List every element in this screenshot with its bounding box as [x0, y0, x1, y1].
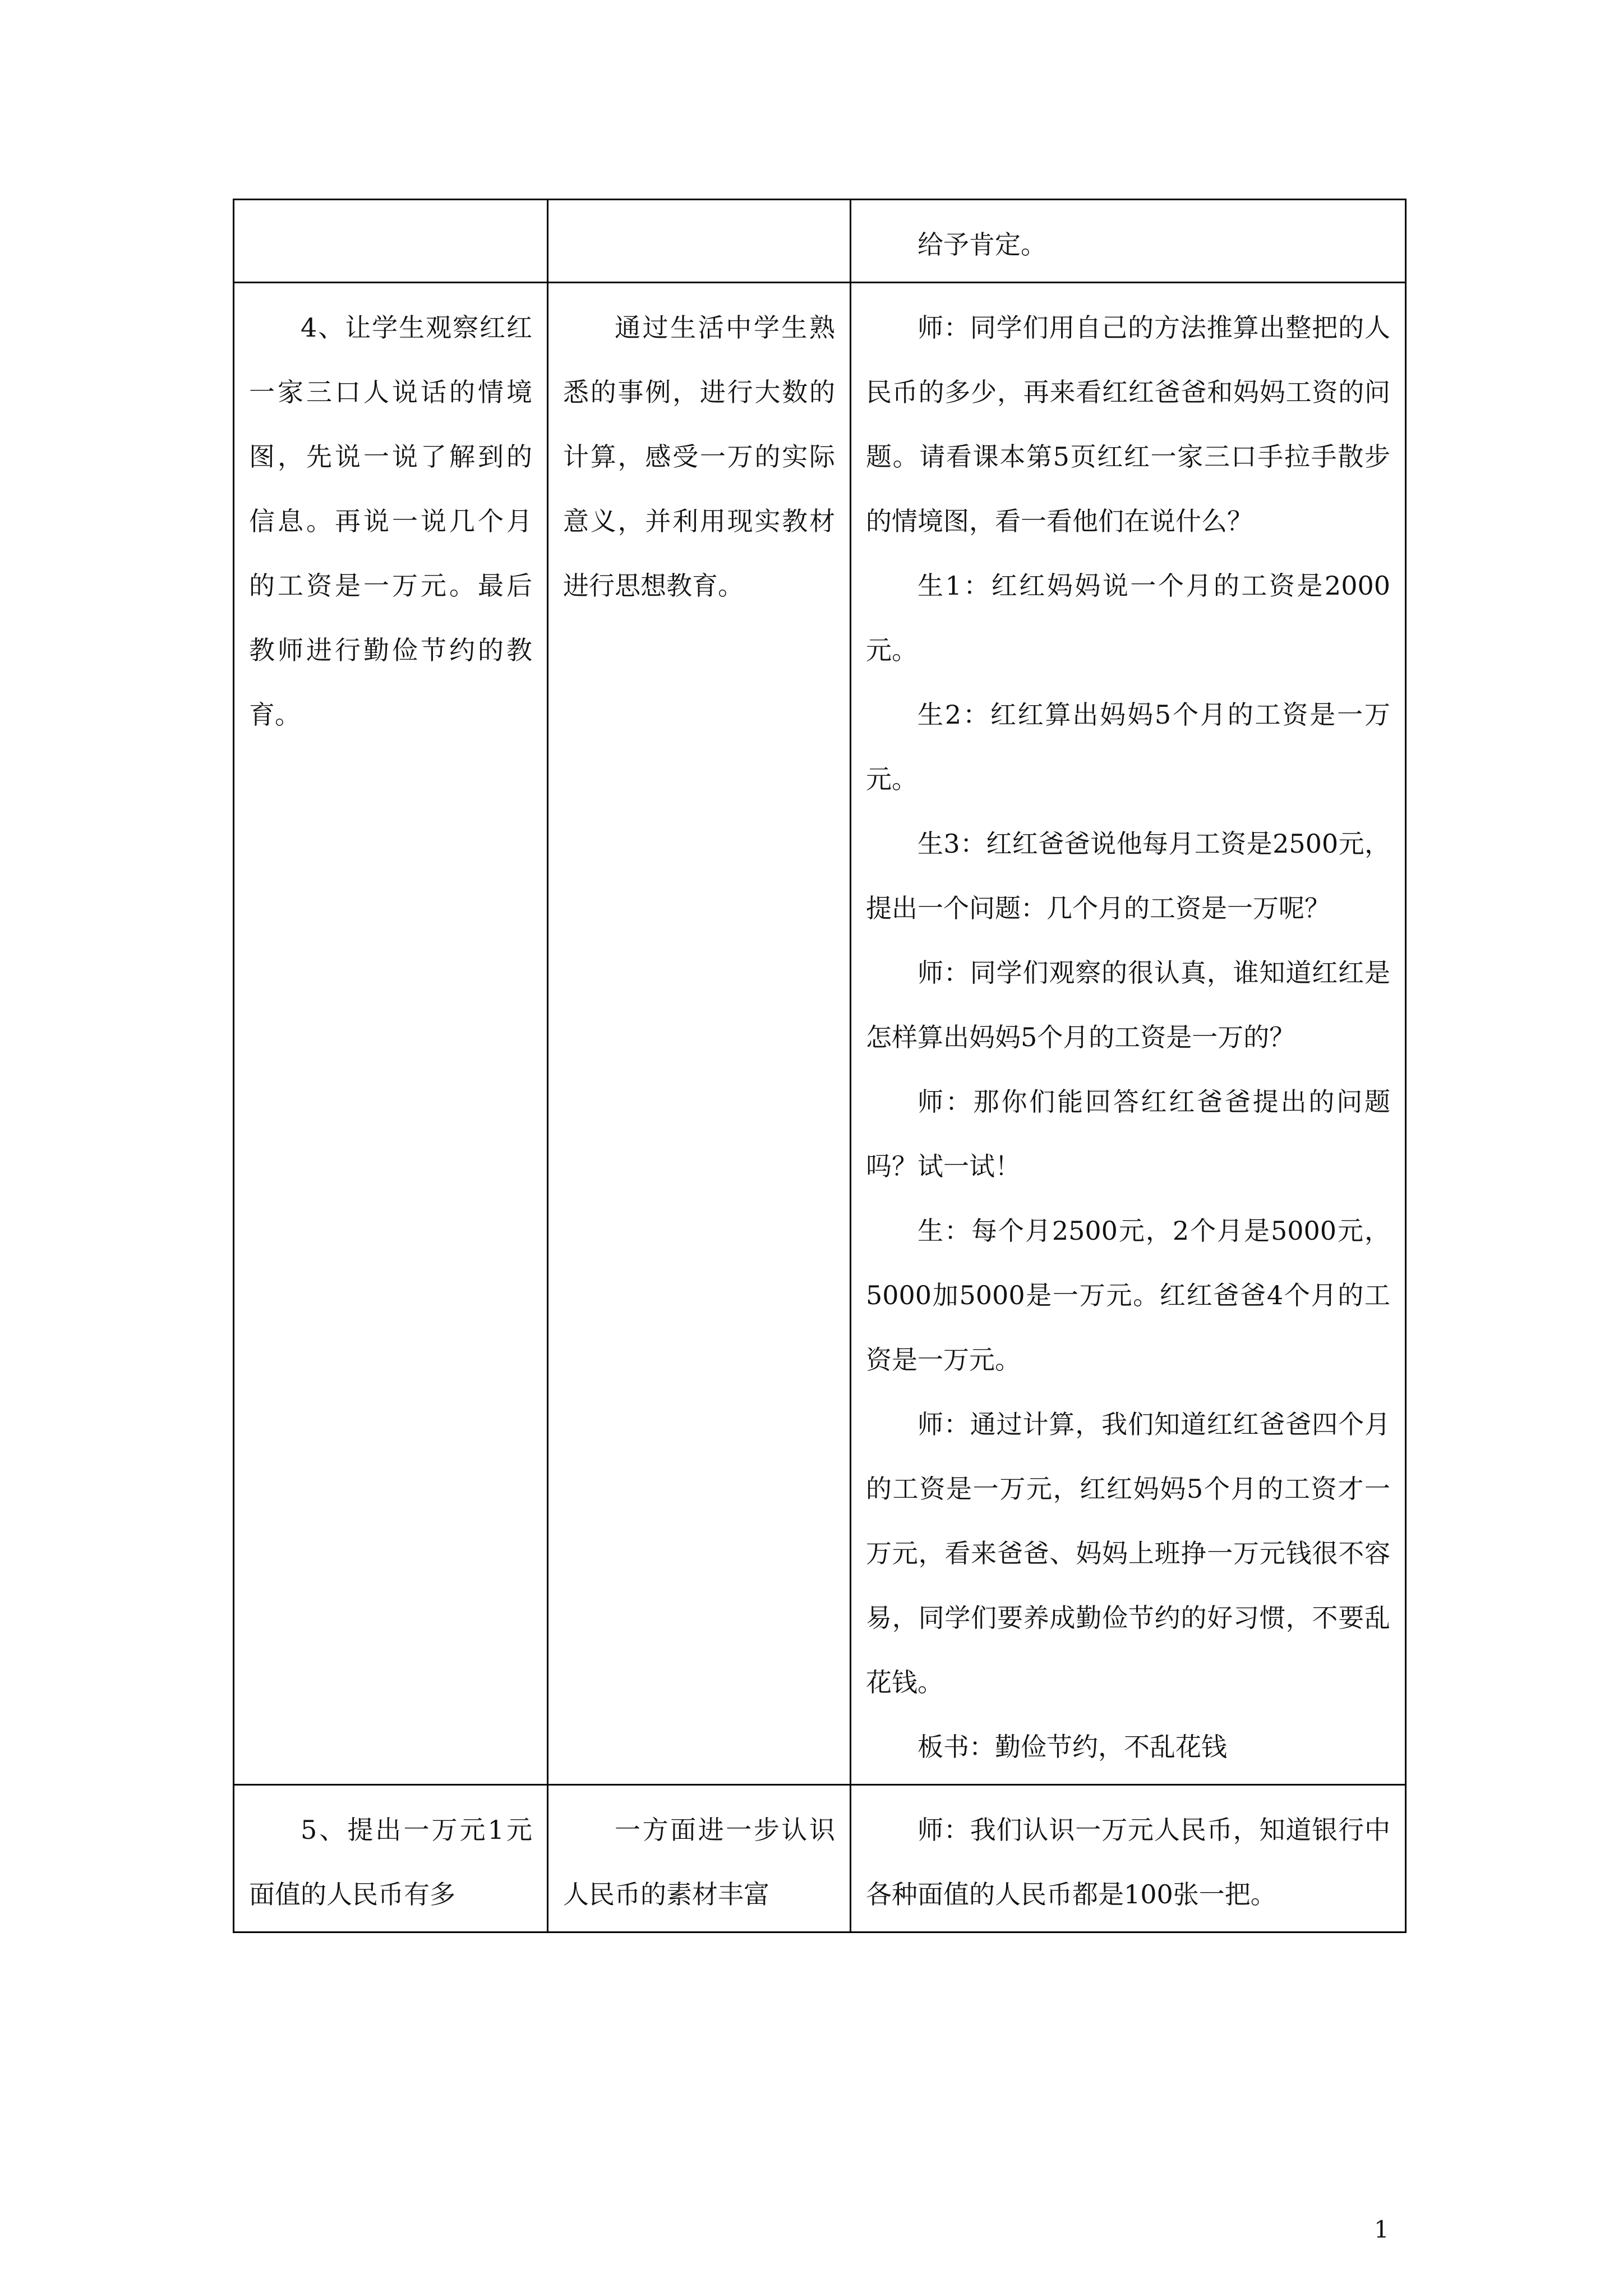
dialogue-line: 生3：红红爸爸说他每月工资是2500元，提出一个问题：几个月的工资是一万呢？: [866, 829, 1390, 923]
dialogue-line: 生2：红红算出妈妈5个月的工资是一万元。: [866, 700, 1390, 794]
dialogue-line: 生1：红红妈妈说一个月的工资是2000元。: [866, 570, 1390, 665]
dialogue-cell: [851, 200, 1406, 283]
dialogue-line: 生：每个月2500元，2个月是5000元，5000加5000是一万元。红红爸爸4个月的工资是一万元。: [866, 1216, 1390, 1375]
dialogue-line: 师：同学们用自己的方法推算出整把的人民币的多少，再来看红红爸爸和妈妈工资的问题。请看课本第5页红红一家三口手拉手散步的情境图，看一看他们在说什么？: [866, 312, 1390, 536]
page-number: 1: [1374, 2216, 1389, 2243]
intent-cell: 通过生活中学生熟悉的事例，进行大数的计算，感受一万的实际意义，并利用现实教材进行思想教育。: [548, 283, 851, 1785]
table-row: [234, 1785, 1406, 1932]
dialogue-line: 板书：勤俭节约，不乱花钱: [917, 1732, 1227, 1762]
table-row: [234, 283, 1406, 1785]
dialogue-line: 给予肯定。: [917, 229, 1046, 260]
activity-cell: 4、让学生观察红红一家三口人说话的情境图，先说一说了解到的信息。再说一说几个月的工资是一万元。最后教师进行勤俭节约的教育。: [234, 283, 548, 1785]
dialogue-cell: [851, 1785, 1406, 1932]
dialogue-line: 师：通过计算，我们知道红红爸爸四个月的工资是一万元，红红妈妈5个月的工资才一万元，看来爸爸、妈妈上班挣一万元钱很不容易，同学们要养成勤俭节约的好习惯，不要乱花钱。: [866, 1409, 1390, 1697]
lesson-table: [233, 199, 1407, 1933]
dialogue-cell: [851, 283, 1406, 1785]
dialogue-line: 师：我们认识一万元人民币，知道银行中各种面值的人民币都是100张一把。: [866, 1815, 1390, 1910]
activity-cell: 5、提出一万元1元面值的人民币有多: [234, 1785, 548, 1932]
dialogue-line: 师：那你们能回答红红爸爸提出的问题吗？试一试！: [866, 1087, 1390, 1181]
activity-cell: [234, 200, 548, 283]
intent-cell: 一方面进一步认识人民币的素材丰富: [548, 1785, 851, 1932]
intent-cell: [548, 200, 851, 283]
table-row: [234, 200, 1406, 283]
dialogue-line: 师：同学们观察的很认真，谁知道红红是怎样算出妈妈5个月的工资是一万的？: [866, 958, 1390, 1052]
